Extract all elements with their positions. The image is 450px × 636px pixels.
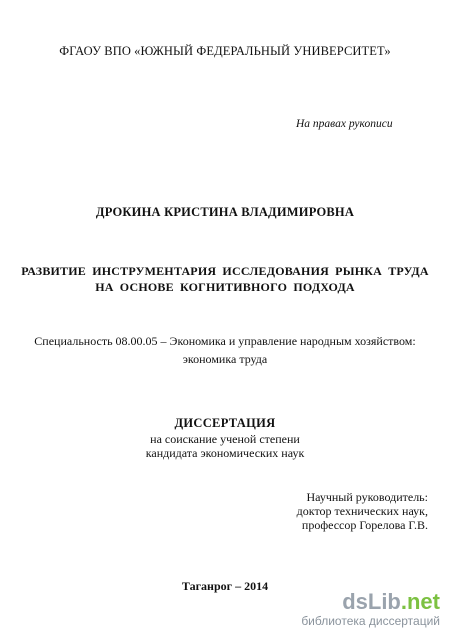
rights-note: На правах рукописи: [296, 118, 393, 130]
dslib-logo: [301, 590, 440, 614]
work-type: ДИССЕРТАЦИЯ: [174, 416, 276, 430]
advisor-title: доктор технических наук,: [296, 504, 428, 518]
author-name: ДРОКИНА КРИСТИНА ВЛАДИМИРОВНА: [95, 205, 355, 219]
dslib-subtitle: библиотека диссертаций: [301, 614, 440, 628]
dslib-watermark: [301, 590, 440, 628]
dissertation-title-line-1: РАЗВИТИЕ ИНСТРУМЕНТАРИЯ ИССЛЕДОВАНИЯ РЫНКА ТРУДА: [21, 264, 429, 278]
degree-line-2: кандидата экономических наук: [145, 446, 305, 460]
university-name: ФГАОУ ВПО «ЮЖНЫЙ ФЕДЕРАЛЬНЫЙ УНИВЕРСИТЕТ»: [59, 44, 391, 58]
dslib-logo-part1: dsLib: [342, 589, 401, 614]
dissertation-title-line-2: НА ОСНОВЕ КОГНИТИВНОГО ПОДХОДА: [95, 280, 355, 294]
specialty-line-1: Специальность 08.00.05 – Экономика и управление народным хозяйством:: [34, 334, 416, 348]
specialty-line-2: экономика труда: [182, 352, 268, 366]
dslib-logo-part2: .net: [400, 589, 440, 614]
city-year: Таганрог – 2014: [181, 579, 269, 593]
advisor-name: профессор Горелова Г.В.: [301, 518, 428, 532]
degree-line-1: на соискание ученой степени: [150, 432, 300, 446]
advisor-label: Научный руководитель:: [306, 490, 428, 504]
